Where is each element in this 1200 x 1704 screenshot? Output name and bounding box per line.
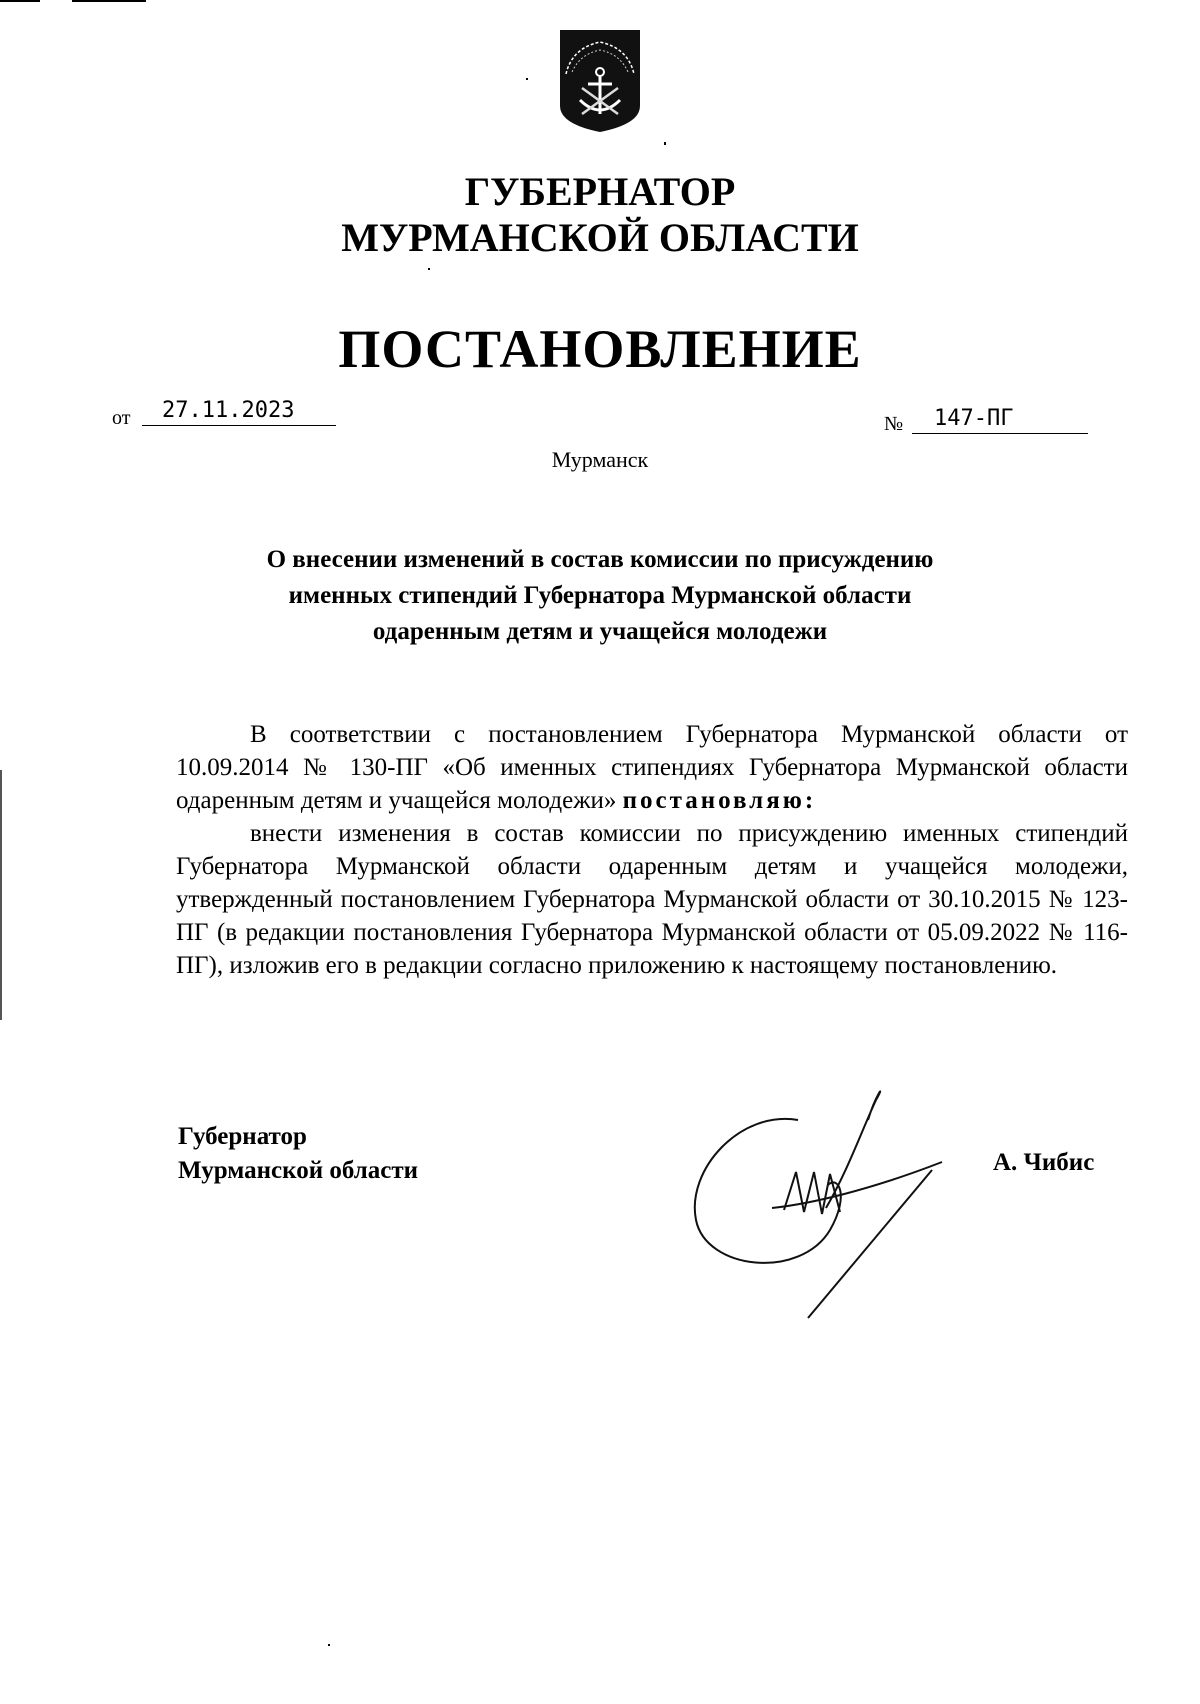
signer-title-line1: Губернатор	[178, 1123, 307, 1150]
scan-mark-left-edge	[0, 770, 2, 1020]
body-paragraph-1	[176, 718, 1128, 817]
signer-name: А. Чибис	[993, 1149, 1095, 1176]
authority-heading-line1: ГУБЕРНАТОР	[464, 169, 736, 214]
number-underline	[912, 433, 1088, 434]
number-label: №	[884, 413, 904, 435]
document-title	[200, 542, 1000, 650]
date-value: 27.11.2023	[162, 398, 295, 423]
scan-dot	[664, 142, 666, 145]
city-label: Мурманск	[551, 447, 649, 472]
decree-keyword: постановляю:	[622, 787, 817, 814]
title-line: О внесении изменений в состав комиссии по присуждению	[266, 546, 934, 573]
title-line: одаренным детям и учащейся молодежи	[372, 618, 828, 645]
date-label: от	[112, 407, 131, 429]
body-paragraph-1-text: В соответствии с постановлением Губернатора Мурманской области от 10.09.2014 № 130-ПГ «Об именных стипендиях Губернатора Мурманской области одаренным детям и учащейся молодежи»	[176, 721, 1128, 814]
signer-title	[178, 1120, 418, 1188]
scan-mark-top-left	[0, 0, 40, 2]
document-type-heading: ПОСТАНОВЛЕНИЕ	[338, 319, 862, 379]
scan-dot	[328, 1644, 330, 1646]
signer-title-line2: Мурманской области	[178, 1157, 419, 1184]
date-underline	[142, 425, 336, 426]
scan-mark-top	[72, 0, 146, 2]
number-value: 147-ПГ	[934, 406, 1014, 431]
authority-heading-line2: МУРМАНСКОЙ ОБЛАСТИ	[341, 215, 859, 260]
handwritten-signature	[680, 1080, 980, 1330]
coat-of-arms-emblem	[558, 28, 642, 134]
body-paragraph-2: внести изменения в состав комиссии по присуждению именных стипендий Губернатора Мурманской области одаренным детям и учащейся молодежи, утвержденный постановлением Губернатора Мурманской области от 30.10.2015 № 123-ПГ (в редакции постановления Губернатора Мурманской области от 05.09.2022 № 116-ПГ), изложив его в редакции согласно приложению к настоящему постановлению.	[176, 820, 1128, 979]
document-body	[176, 718, 1128, 982]
title-line: именных стипендий Губернатора Мурманской области	[288, 582, 912, 609]
scan-dot	[428, 268, 430, 270]
scan-dot	[526, 78, 528, 80]
